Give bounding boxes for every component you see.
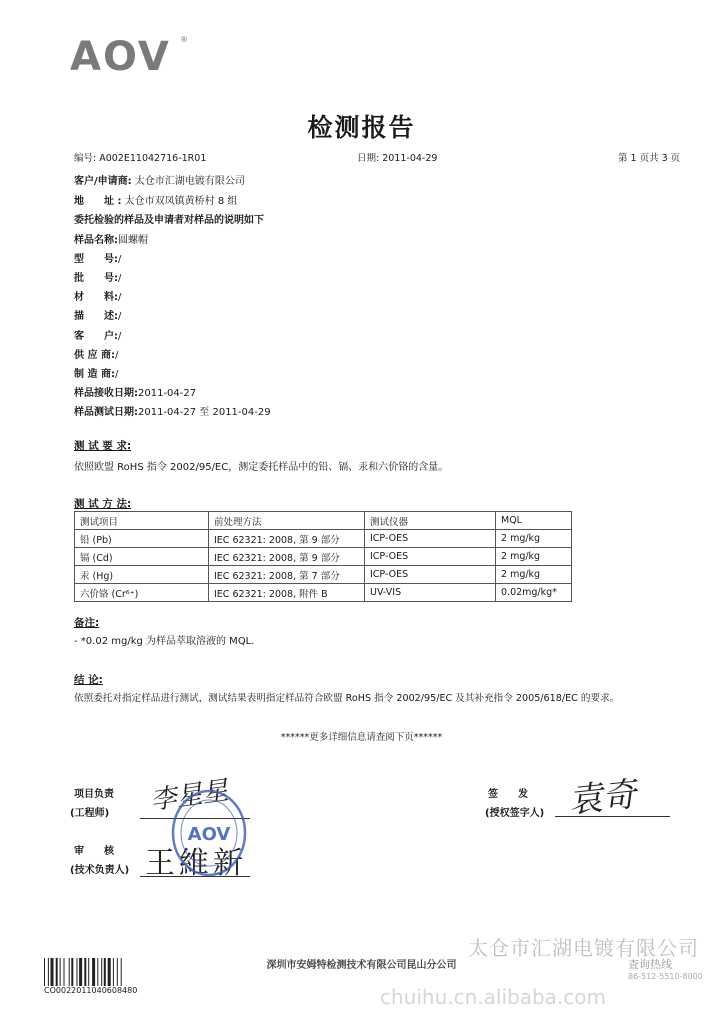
table-header: 前处理方法 (209, 512, 365, 530)
project-lead-role: (工程师) (70, 808, 110, 819)
sample-field-value: 2011-04-27 (138, 387, 197, 399)
sample-field-label: 材 料: (74, 292, 118, 304)
sample-field-value: / (118, 273, 122, 285)
requirements-heading: 测 试 要 求: (74, 440, 132, 452)
table-cell: ICP-OES (365, 566, 496, 584)
address-row (74, 192, 237, 207)
sample-field-row (74, 346, 118, 361)
table-cell: 铅 (Pb) (75, 530, 209, 548)
sample-field-row (74, 327, 121, 342)
sample-field-value: / (118, 311, 122, 323)
barcode-number: CO0022011040608480 (44, 986, 138, 995)
address-label: 地 址 : (74, 196, 122, 207)
barcode (44, 958, 152, 986)
sample-field-label: 型 号: (74, 254, 118, 266)
table-cell: IEC 62321: 2008, 第 9 部分 (209, 548, 365, 566)
report-title: 检测报告 (307, 113, 416, 142)
table-cell: IEC 62321: 2008, 第 7 部分 (209, 566, 365, 584)
project-lead-label: 项目负责 (74, 789, 114, 800)
table-cell: IEC 62321: 2008, 第 9 部分 (209, 530, 365, 548)
table-row (75, 548, 572, 566)
sample-field-row (74, 403, 271, 418)
sample-field-label: 样品名称: (74, 235, 118, 246)
sample-field-label: 批 号: (74, 273, 118, 285)
sample-field-label: 样品接收日期: (74, 387, 138, 399)
conclusion-heading: 结 论: (74, 674, 103, 686)
project-lead-signature: 李星星 (148, 775, 231, 817)
report-number: 编号: A002E11042716-1R01 (74, 153, 207, 164)
sample-intro: 委托检验的样品及申请者对样品的说明如下 (74, 215, 264, 226)
table-cell: 六价铬 (Cr⁶⁺) (75, 584, 209, 602)
table-header-row (75, 512, 572, 530)
reviewer-label: 审 核 (74, 846, 114, 857)
sample-field-value: / (114, 368, 119, 380)
table-cell: IEC 62321: 2008, 附件 B (209, 584, 365, 602)
sample-field-value: 圆螺帽 (118, 235, 148, 246)
table-cell: ICP-OES (365, 548, 496, 566)
notes-text: - *0.02 mg/kg 为样品萃取溶液的 MQL. (74, 636, 255, 647)
sample-field-value: / (118, 254, 122, 266)
hotline-label: 查询热线 (628, 958, 672, 971)
address-value: 太仓市双凤镇黄桥村 8 组 (124, 196, 238, 207)
table-row (75, 566, 572, 584)
reviewer-role: (技术负责人) (70, 865, 130, 876)
issuer-label: 签 发 (488, 789, 528, 800)
sample-field-row (74, 384, 196, 399)
page-number: 第 1 页共 3 页 (618, 153, 681, 164)
logo-text: AOV (70, 34, 171, 76)
watermark-domain: chuihu.cn.alibaba.com (380, 985, 606, 1009)
sample-field-value: / (114, 349, 119, 361)
sample-field-row (74, 250, 121, 265)
sample-field-row (74, 269, 121, 284)
report-date: 日期: 2011-04-29 (357, 153, 438, 164)
table-cell: 2 mg/kg (496, 566, 572, 584)
sample-field-row (74, 288, 121, 303)
watermark-company: 太仓市汇湖电镀有限公司 (468, 936, 699, 960)
sample-field-row (74, 365, 118, 380)
sample-field-row (74, 231, 148, 246)
table-cell: 镉 (Cd) (75, 548, 209, 566)
aov-logo (70, 32, 190, 76)
sample-field-value: / (118, 292, 122, 304)
table-header: 测试仪器 (365, 512, 496, 530)
table-header: 测试项目 (75, 512, 209, 530)
more-info-note: ******更多详细信息请查阅下页****** (280, 732, 443, 743)
sample-field-label: 样品测试日期: (74, 406, 138, 418)
sample-field-label: 供 应 商: (74, 349, 115, 361)
table-row (75, 530, 572, 548)
requirements-text: 依照欧盟 RoHS 指令 2002/95/EC，测定委托样品中的铅、镉、汞和六价铬的含量。 (74, 462, 449, 473)
table-cell: 2 mg/kg (496, 548, 572, 566)
conclusion-text: 依照委托对指定样品进行测试，测试结果表明指定样品符合欧盟 RoHS 指令 2002/95/EC 及其补充指令 2005/618/EC 的要求。 (74, 693, 620, 704)
methods-heading: 测 试 方 法: (74, 498, 132, 510)
stamp-text: AOV (187, 824, 231, 845)
sample-field-value: 2011-04-27 至 2011-04-29 (138, 406, 271, 418)
sample-field-label: 制 造 商: (74, 368, 115, 380)
hotline-number: 86-512-5510-8000 (628, 972, 703, 981)
table-cell: UV-VIS (365, 584, 496, 602)
issuer-role: (授权签字人) (485, 808, 545, 819)
client-row (74, 172, 245, 187)
table-cell: 汞 (Hg) (75, 566, 209, 584)
notes-heading: 备注: (74, 617, 100, 629)
sample-field-label: 描 述: (74, 311, 118, 323)
table-cell: ICP-OES (365, 530, 496, 548)
issuer-signature: 袁奇 (566, 774, 639, 822)
registered-mark: ® (180, 35, 188, 44)
table-header: MQL (496, 512, 572, 530)
sample-field-label: 客 户: (74, 330, 118, 342)
footer-company: 深圳市安姆特检测技术有限公司昆山分公司 (266, 960, 457, 971)
methods-table (74, 511, 572, 602)
client-value: 太仓市汇湖电镀有限公司 (134, 176, 245, 187)
table-row (75, 584, 572, 602)
client-label: 客户/申请商: (74, 176, 132, 187)
company-stamp (170, 788, 248, 878)
sample-field-value: / (118, 330, 122, 342)
sample-field-row (74, 307, 121, 322)
reviewer-signature: 王維新 (145, 846, 247, 881)
table-cell: 2 mg/kg (496, 530, 572, 548)
table-cell: 0.02mg/kg* (496, 584, 572, 602)
